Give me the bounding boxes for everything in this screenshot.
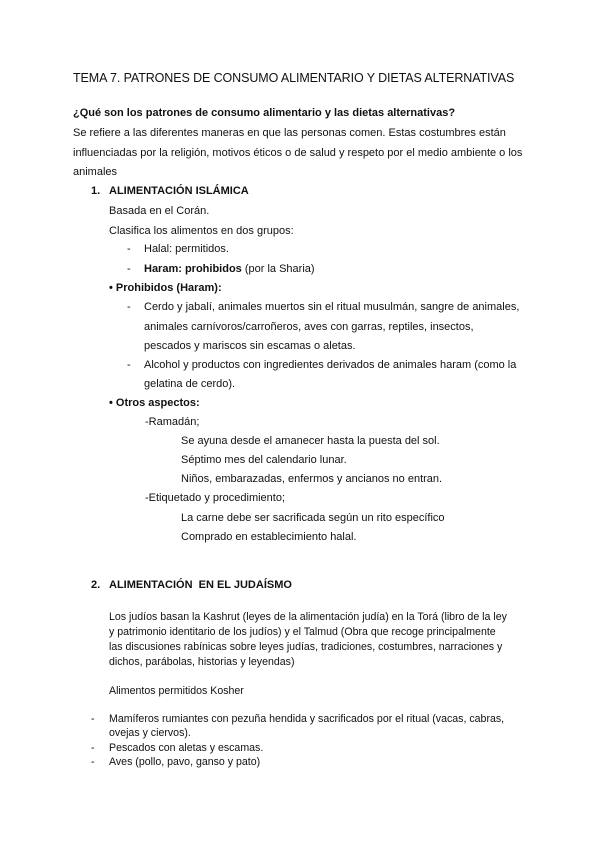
section-1-classify: Clasifica los alimentos en dos grupos:	[109, 225, 294, 237]
intro-line: Se refiere a las diferentes maneras en que las personas comen. Estas costumbres están	[73, 127, 506, 139]
prohibited-item-line: Cerdo y jabalí, animales muertos sin el ritual musulmán, sangre de animales,	[144, 301, 520, 313]
section-1-heading: ALIMENTACIÓN ISLÁMICA	[109, 185, 249, 197]
kosher-item-line: ovejas y ciervos).	[109, 727, 191, 739]
list-dash: -	[91, 742, 95, 754]
intro-line: animales	[73, 166, 118, 178]
prohibited-heading: • Prohibidos (Haram):	[109, 282, 222, 294]
prohibited-item-line: pescados y mariscos sin escamas o aletas.	[144, 340, 356, 352]
judaism-paragraph-line: Los judíos basan la Kashrut (leyes de la alimentación judía) en la Torá (libro de la ley	[109, 611, 507, 623]
section-2-number: 2.	[91, 579, 101, 591]
kosher-item-line: Mamíferos rumiantes con pezuña hendida y sacrificados por el ritual (vacas, cabras,	[109, 713, 505, 725]
group-haram	[144, 262, 315, 276]
list-dash: -	[127, 301, 131, 313]
judaism-paragraph-line: y patrimonio identitario de los judíos) y el Talmud (Obra que recoge principalmente	[109, 626, 496, 638]
ramadan-line: Séptimo mes del calendario lunar.	[181, 454, 347, 466]
other-aspects-heading: • Otros aspectos:	[109, 397, 200, 409]
prohibited-item-line: gelatina de cerdo).	[144, 378, 236, 390]
prohibited-item-line: animales carnívoros/carroñeros, aves con garras, reptiles, insectos,	[144, 321, 474, 333]
group-haram-text: (por la Sharia)	[241, 263, 315, 275]
list-dash: -	[127, 243, 131, 255]
section-1-number: 1.	[91, 185, 101, 197]
group-haram-bold: Haram: prohibidos	[144, 263, 242, 275]
prohibited-item-line: Alcohol y productos con ingredientes derivados de animales haram (como la	[144, 359, 517, 371]
list-dash: -	[127, 263, 131, 275]
labeling-label: -Etiquetado y procedimiento;	[145, 492, 286, 504]
ramadan-line: Niños, embarazadas, enfermos y ancianos no entran.	[181, 473, 443, 485]
kosher-item-line: Pescados con aletas y escamas.	[109, 742, 264, 754]
labeling-line: Comprado en establecimiento halal.	[181, 531, 357, 543]
ramadan-label: -Ramadán;	[145, 416, 200, 428]
list-dash: -	[91, 713, 95, 725]
kosher-heading: Alimentos permitidos Kosher	[109, 685, 244, 697]
section-2-heading: ALIMENTACIÓN EN EL JUDAÍSMO	[109, 579, 292, 591]
section-1-basis: Basada en el Corán.	[109, 205, 210, 217]
judaism-paragraph-line: las discusiones rabínicas sobre leyes judías, tradiciones, costumbres, narraciones y	[109, 641, 503, 653]
list-dash: -	[91, 756, 95, 768]
list-dash: -	[127, 359, 131, 371]
page-title: TEMA 7. PATRONES DE CONSUMO ALIMENTARIO Y DIETAS ALTERNATIVAS	[73, 71, 515, 85]
group-halal: Halal: permitidos.	[144, 243, 229, 255]
intro-line: influenciadas por la religión, motivos éticos o de salud y respeto por el medio ambiente o los	[73, 147, 523, 159]
ramadan-line: Se ayuna desde el amanecer hasta la puesta del sol.	[181, 435, 440, 447]
labeling-line: La carne debe ser sacrificada según un rito específico	[181, 512, 445, 524]
question-heading: ¿Qué son los patrones de consumo alimentario y las dietas alternativas?	[73, 107, 456, 119]
judaism-paragraph-line: dichos, parábolas, historias y leyendas)	[109, 656, 295, 668]
kosher-item-line: Aves (pollo, pavo, ganso y pato)	[109, 756, 261, 768]
